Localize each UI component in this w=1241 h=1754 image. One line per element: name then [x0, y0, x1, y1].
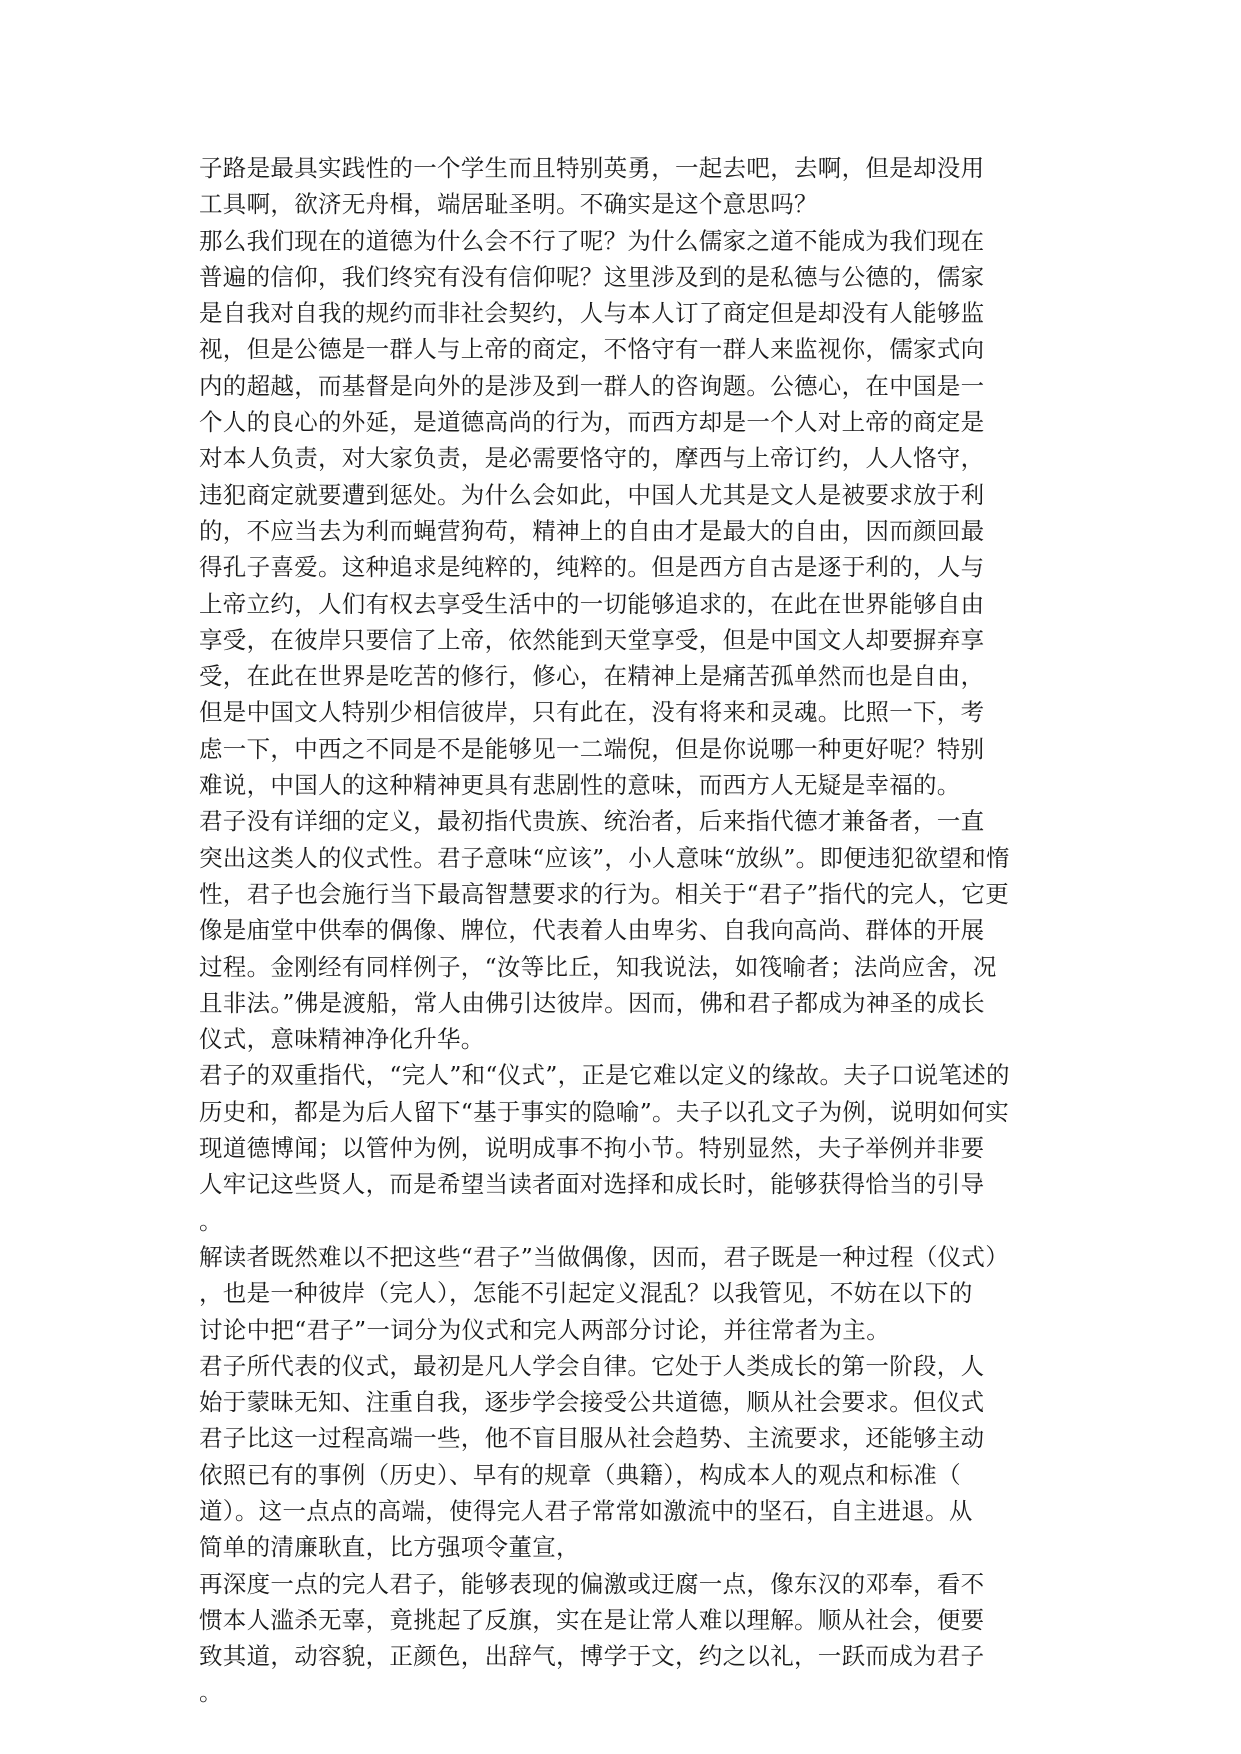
text-line: 简单的清廉耿直，比方强项令董宣， [199, 1533, 580, 1562]
text-line: 普遍的信仰，我们终究有没有信仰呢？这里涉及到的是私德与公德的，儒家 [199, 262, 985, 291]
text-line: 视，但是公德是一群人与上帝的商定，不恪守有一群人来监视你，儒家式向 [199, 335, 985, 364]
text-line: 子路是最具实践性的一个学生而且特别英勇，一起去吧，去啊，但是却没用 [199, 154, 985, 182]
text-line: 讨论中把“君子”一词分为仪式和完人两部分讨论，并往常者为主。 [199, 1315, 891, 1344]
document-body [199, 150, 1039, 1711]
text-line: 享受，在彼岸只要信了上帝，依然能到天堂享受，但是中国文人却要摒弃享 [199, 625, 985, 654]
text-line: 但是中国文人特别少相信彼岸，只有此在，没有将来和灵魂。比照一下，考 [199, 698, 985, 727]
text-line: 君子的双重指代，“完人”和“仪式”，正是它难以定义的缘故。夫子口说笔述的 [199, 1061, 1010, 1090]
text-line: 再深度一点的完人君子，能够表现的偏激或迂腐一点，像东汉的邓奉，看不 [199, 1569, 985, 1598]
text-line: 性，君子也会施行当下最高智慧要求的行为。相关于“君子”指代的完人，它更 [199, 879, 1010, 908]
text-line: 违犯商定就要遭到惩处。为什么会如此，中国人尤其是文人是被要求放于利 [199, 480, 985, 509]
text-line: 是自我对自我的规约而非社会契约，人与本人订了商定但是却没有人能够监 [199, 299, 985, 328]
text-line: 君子所代表的仪式，最初是凡人学会自律。它处于人类成长的第一阶段，人 [199, 1351, 985, 1380]
text-line: 那么我们现在的道德为什么会不行了呢？为什么儒家之道不能成为我们现在 [199, 226, 985, 255]
text-line: 且非法。”佛是渡船，常人由佛引达彼岸。因而，佛和君子都成为神圣的成长 [199, 988, 985, 1017]
text-line: 过程。金刚经有同样例子，“汝等比丘，知我说法，如筏喻者；法尚应舍，况 [199, 952, 997, 981]
text-line: 个人的良心的外延，是道德高尚的行为，而西方却是一个人对上帝的商定是 [199, 408, 985, 437]
text-line: 像是庙堂中供奉的偶像、牌位，代表着人由卑劣、自我向高尚、群体的开展 [199, 916, 985, 945]
text-line: 道）。这一点点的高端，使得完人君子常常如激流中的坚石，自主进退。从 [199, 1496, 973, 1525]
text-line: 。 [199, 1678, 223, 1707]
text-line: 君子比这一过程高端一些，他不盲目服从社会趋势、主流要求，还能够主动 [199, 1424, 985, 1453]
text-line: 得孔子喜爱。这种追求是纯粹的，纯粹的。但是西方自古是逐于利的，人与 [199, 553, 985, 582]
text-line: 工具啊，欲济无舟楫，端居耻圣明。不确实是这个意思吗？ [199, 190, 818, 219]
text-line: 内的超越，而基督是向外的是涉及到一群人的咨询题。公德心，在中国是一 [199, 371, 985, 400]
text-line: 历史和，都是为后人留下“基于事实的隐喻”。夫子以孔文子为例，说明如何实 [199, 1097, 1010, 1126]
text-line: 受，在此在世界是吃苦的修行，修心，在精神上是痛苦孤单然而也是自由， [199, 662, 985, 691]
text-line: 解读者既然难以不把这些“君子”当做偶像，因而，君子既是一种过程（仪式） [199, 1242, 1010, 1271]
text-line: 依照已有的事例（历史）、早有的规章（典籍），构成本人的观点和标准（ [199, 1460, 961, 1489]
text-line: 突出这类人的仪式性。君子意味“应该”，小人意味“放纵”。即便违犯欲望和惰 [199, 843, 1010, 872]
text-line: 惯本人滥杀无辜，竟挑起了反旗，实在是让常人难以理解。顺从社会，便要 [199, 1605, 985, 1634]
text-line: 始于蒙昧无知、注重自我，逐步学会接受公共道德，顺从社会要求。但仪式 [199, 1388, 985, 1417]
text-line: 难说，中国人的这种精神更具有悲剧性的意味，而西方人无疑是幸福的。 [199, 771, 961, 800]
text-line: 君子没有详细的定义，最初指代贵族、统治者，后来指代德才兼备者，一直 [199, 807, 985, 836]
text-line: 的，不应当去为利而蝇营狗苟，精神上的自由才是最大的自由，因而颜回最 [199, 516, 985, 545]
text-line: ，也是一种彼岸（完人），怎能不引起定义混乱？以我管见，不妨在以下的 [199, 1279, 973, 1308]
text-line: 上帝立约，人们有权去享受生活中的一切能够追求的，在此在世界能够自由 [199, 589, 985, 618]
text-line: 对本人负责，对大家负责，是必需要恪守的，摩西与上帝订约，人人恪守， [199, 444, 985, 473]
text-line: 人牢记这些贤人，而是希望当读者面对选择和成长时，能够获得恰当的引导 [199, 1170, 985, 1199]
text-line: 现道德博闻；以管仲为例，说明成事不拘小节。特别显然，夫子举例并非要 [199, 1134, 985, 1163]
text-line: 仪式，意味精神净化升华。 [199, 1025, 485, 1054]
text-line: 致其道，动容貌，正颜色，出辞气，博学于文，约之以礼，一跃而成为君子 [199, 1642, 985, 1671]
text-line: 。 [199, 1206, 223, 1235]
text-line: 虑一下，中西之不同是不是能够见一二端倪，但是你说哪一种更好呢？特别 [199, 734, 985, 763]
